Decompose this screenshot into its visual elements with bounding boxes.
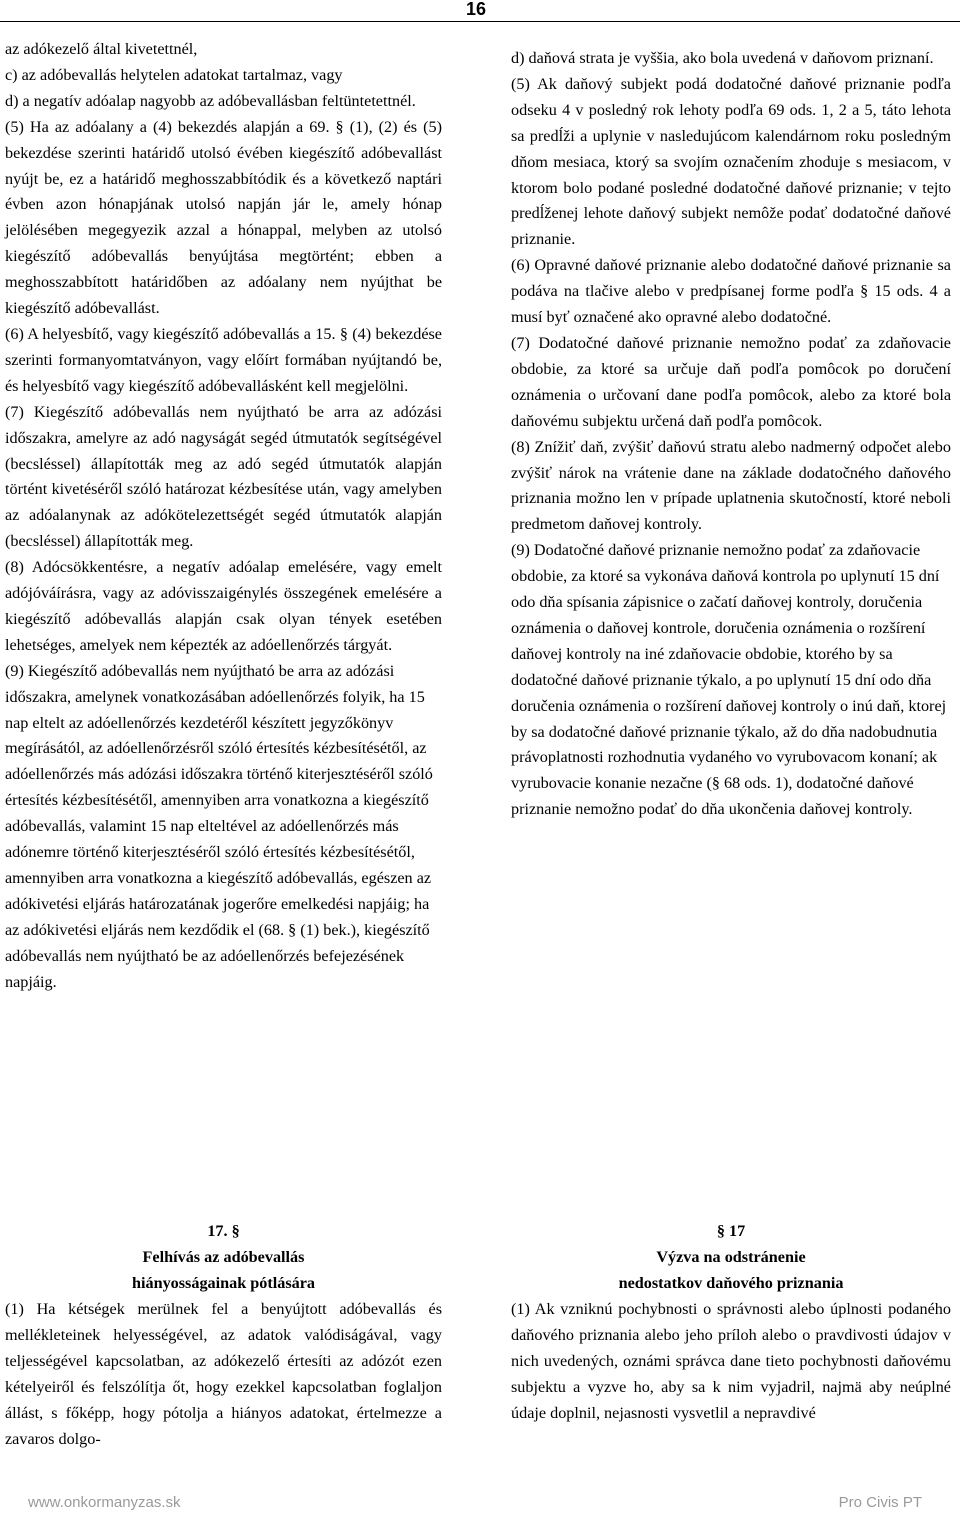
paragraph: (5) Ha az adóalany a (4) bekezdés alapján a 69. § (1), (2) és (5) bekezdése szerinti határidő utolsó évében kiegészítő adóbevallást nyújt be, ez a határidő meghosszabbítódik és a következő naptári évben azon hónapjának utolsó napján jár le, amely hónap jelölésében megegyezik azzal a hónappal, melyben az utolsó kiegészítő adóbevallás benyújtása megtörtént; ebben a meghosszabbított határidőben az adóalany nem nyújthat be kiegészítő adóbevallást. <box>5 117 442 318</box>
paragraph: (5) Ak daňový subjekt podá dodatočné daňové priznanie podľa odseku 4 v posledný rok lehoty podľa 69 ods. 1, 2 a 5, táto lehota sa predĺži a uplynie v nasledujúcom kalendárnom roku posledným dňom mesiaca, ktorý sa svojím označením zhoduje s mesiacom, v ktorom bolo podané posledné dodatočné daňové priznanie; v tejto predĺženej lehote daňový subjekt nemôže podať dodatočné daňové priznanie. <box>511 74 951 249</box>
paragraph: (7) Dodatočné daňové priznanie nemožno podať za zdaňovacie obdobie, za ktoré sa určuje daň podľa pomôcok po doručení oznámenia o určovaní dane podľa pomôcok, alebo za ktoré bola daňovému subjektu určená daň podľa pomôcok. <box>511 333 951 430</box>
section-body-hu: (1) Ha kétségek merülnek fel a benyújtott adóbevallás és mellékleteinek helyességével, az adatok valódiságával, vagy teljességével kapcsolatban, az adókezelő értesíti az adózót ezen kételyeiről és felszólítja őt, hogy ezekkel kapcsolatban foglaljon állást, s főképp, hogy pótolja a hiányos adatokat, értelmezze a zavaros dolgo- <box>5 1300 442 1448</box>
paragraph: (9) Dodatočné daňové priznanie nemožno podať za zdaňovacie obdobie, za ktoré sa vykonáva daňová kontrola po uplynutí 15 dní odo dňa spísania zápisnice o začatí daňovej kontroly, doručenia oznámenia o daňovej kontrole, doručenia oznámenia o rozšírení daňovej kontroly na iné zdaňovacie obdobie, ktorého by sa dodatočné daňové priznanie týkalo, a po uplynutí 15 dní odo dňa doručenia oznámenia o rozšírení daňovej kontroly o inú daň, ktorej by sa dodatočné daňové priznanie týkalo, až do dňa nadobudnutia právoplatnosti rozhodnutia vydaného vo vyrubovacom konaní; ak vyrubovacie konanie nezačne (§ 68 ods. 1), dodatočné daňové priznanie nemožno podať do dňa ukončenia daňovej kontroly. <box>511 541 947 819</box>
section-body-sk: (1) Ak vzniknú pochybnosti o správnosti alebo úplnosti podaného daňového priznania alebo jeho príloh alebo o pravdivosti údajov v nich uvedených, oznámi správca dane tieto pochybnosti daňovému subjektu a vyzve ho, aby sa k nim vyjadril, najmä aby neúplné údaje doplnil, nejasnosti vysvetlil a nepravdivé <box>511 1300 951 1422</box>
slovak-column <box>511 46 951 823</box>
hungarian-column <box>5 37 442 996</box>
section-title: nedostatkov daňového priznania <box>618 1274 844 1292</box>
paragraph: (8) Znížiť daň, zvýšiť daňovú stratu alebo nadmerný odpočet alebo zvýšiť nárok na vrátenie dane na základe dodatočného daňového priznania možno len v prípade uplatnenia skutočností, ktoré neboli predmetom daňovej kontroly. <box>511 437 951 534</box>
section-title: Výzva na odstránenie <box>656 1248 806 1266</box>
section-title: Felhívás az adóbevallás <box>142 1248 305 1266</box>
paragraph: (7) Kiegészítő adóbevallás nem nyújtható be arra az adózási időszakra, amelyre az adó nagyságát segéd útmutatók segítségével (becsléssel) állapították meg az adó segéd útmutatók alapján történt kivetéséről szóló határozat kézbesítése után, vagy amelyben az adóalanynak az adókötelezettségét segéd útmutatók alapján (becsléssel) állapították meg. <box>5 402 442 551</box>
section-heading-hu <box>5 1218 442 1296</box>
footer-website: www.onkormanyzas.sk <box>28 1494 181 1511</box>
paragraph: (6) A helyesbítő, vagy kiegészítő adóbevallás a 15. § (4) bekezdése szerinti formanyomtatványon, vagy előírt formában nyújtandó be, és helyesbítő vagy kiegészítő adóbevallásként kell megjelölni. <box>5 324 442 395</box>
page-number: 16 <box>465 0 487 19</box>
paragraph: (9) Kiegészítő adóbevallás nem nyújtható be arra az adózási időszakra, amelynek vonatkozásában adóellenőrzés folyik, ha 15 nap eltelt az adóellenőrzés kezdetéről készített jegyzőkönyv megírásától, az adóellenőrzésről szóló értesítés kézbesítésétől, az adóellenőrzés más adózási időszakra történő kiterjesztéséről szóló értesítés kézbesítésétől, amennyiben arra vonatkozna a kiegészítő adóbevallás, valamint 15 nap elteltével az adóellenőrzés más adónemre történő kiterjesztéséről szóló értesítés kézbesítésétől, amennyiben arra vonatkozna a kiegészítő adóbevallás, egészen az adókivetési eljárás határozatának jogerőre emelkedési napjáig; ha az adókivetési eljárás nem kezdődik el (68. § (1) bek.), kiegészítő adóbevallás nem nyújtható be az adóellenőrzés befejezésének napjáig. <box>5 661 433 991</box>
paragraph: d) a negatív adóalap nagyobb az adóbevallásban feltüntetettnél. <box>5 91 416 110</box>
section-number: § 17 <box>716 1222 746 1240</box>
section-title: hiányosságainak pótlására <box>131 1274 316 1292</box>
section-number: 17. § <box>207 1222 240 1240</box>
header-rule <box>0 21 960 22</box>
section-heading-sk <box>511 1218 951 1296</box>
paragraph: d) daňová strata je vyššia, ako bola uvedená v daňovom priznaní. <box>511 49 934 67</box>
footer-publisher: Pro Civis PT <box>838 1494 922 1511</box>
paragraph: (6) Opravné daňové priznanie alebo dodatočné daňové priznanie sa podáva na tlačive alebo v predpísanej forme podľa § 15 ods. 4 a musí byť označené ako opravné alebo dodatočné. <box>511 256 951 327</box>
paragraph: (8) Adócsökkentésre, a negatív adóalap emelésére, vagy emelt adójóváírásra, vagy az adóvisszaigénylés összegének emelésére a kiegészítő adóbevallás alapján csak olyan tények esetében lehetséges, amelyek nem képezték az adóellenőrzés tárgyát. <box>5 558 442 654</box>
paragraph: az adókezelő által kivetettnél, <box>5 40 198 58</box>
paragraph: c) az adóbevallás helytelen adatokat tartalmaz, vagy <box>5 65 343 84</box>
